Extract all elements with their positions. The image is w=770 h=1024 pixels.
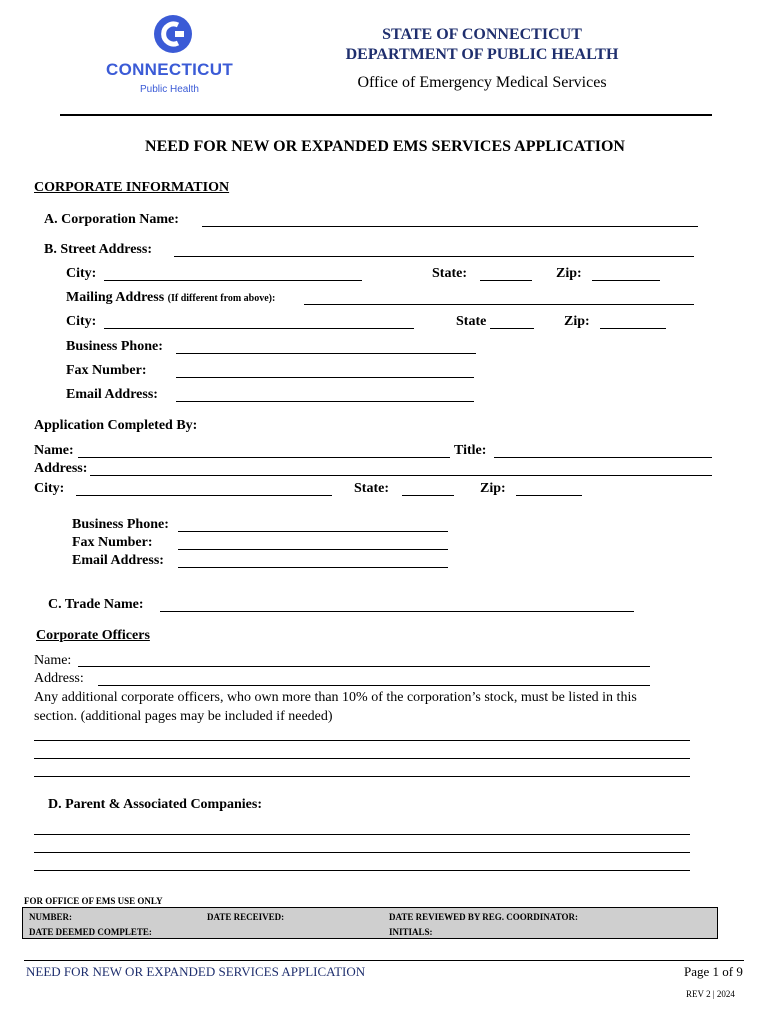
footer-rev: REV 2 | 2024 [686, 989, 735, 999]
state2-label: State [456, 314, 487, 329]
cb-phone-label: Business Phone: [72, 517, 169, 532]
street-label: B. Street Address: [44, 242, 152, 257]
logo-name: CONNECTICUT [106, 60, 234, 79]
cb-email-label: Email Address: [72, 553, 164, 568]
mailing-text: Mailing Address [66, 290, 165, 305]
zip-field[interactable] [592, 280, 660, 281]
city2-label: City: [66, 314, 97, 329]
officers-note-2: section. (additional pages may be included if needed) [34, 709, 333, 724]
corp-name-label: A. Corporation Name: [44, 212, 179, 227]
email-label: Email Address: [66, 387, 158, 402]
office-number: NUMBER: [29, 912, 72, 922]
cb-fax-label: Fax Number: [72, 535, 153, 550]
cb-name-field[interactable] [78, 457, 450, 458]
city-label: City: [66, 266, 97, 281]
office-date-complete: DATE DEEMED COMPLETE: [29, 927, 152, 937]
header-divider [60, 114, 712, 116]
footer-page: Page 1 of 9 [684, 964, 743, 979]
cb-city-label: City: [34, 481, 65, 496]
completed-by-heading: Application Completed By: [34, 418, 198, 433]
parent-line-1[interactable] [34, 834, 690, 835]
city2-field[interactable] [104, 328, 414, 329]
fax-field[interactable] [176, 377, 474, 378]
header-state: STATE OF CONNECTICUT [382, 26, 582, 43]
officers-heading: Corporate Officers [36, 628, 150, 643]
cb-zip-label: Zip: [480, 481, 506, 496]
cb-fax-field[interactable] [178, 549, 448, 550]
zip-label: Zip: [556, 266, 582, 281]
connecticut-c-logo-icon [153, 14, 193, 54]
office-use-box [22, 907, 718, 939]
office-use-heading: FOR OFFICE OF EMS USE ONLY [24, 896, 163, 906]
office-initials: INITIALS: [389, 927, 433, 937]
officers-note-1: Any additional corporate officers, who own more than 10% of the corporation’s stock, must be listed in this [34, 690, 637, 705]
fax-label: Fax Number: [66, 363, 147, 378]
cb-address-field[interactable] [90, 475, 712, 476]
cb-address-label: Address: [34, 461, 88, 476]
logo-subtitle: Public Health [140, 84, 199, 95]
trade-name-label: C. Trade Name: [48, 597, 144, 612]
state-field[interactable] [480, 280, 532, 281]
officers-extra-line-1[interactable] [34, 740, 690, 741]
street-field[interactable] [174, 256, 694, 257]
cb-name-label: Name: [34, 443, 74, 458]
zip2-field[interactable] [600, 328, 666, 329]
trade-name-field[interactable] [160, 611, 634, 612]
officer-name-field[interactable] [78, 666, 650, 667]
zip2-label: Zip: [564, 314, 590, 329]
mailing-note: (If different from above): [167, 293, 276, 304]
form-title: NEED FOR NEW OR EXPANDED EMS SERVICES APPLICATION [145, 138, 625, 155]
cb-state-label: State: [354, 481, 389, 496]
state2-field[interactable] [490, 328, 534, 329]
footer-title: NEED FOR NEW OR EXPANDED SERVICES APPLICATION [26, 964, 366, 979]
cb-phone-field[interactable] [178, 531, 448, 532]
header-office: Office of Emergency Medical Services [357, 74, 607, 91]
parent-line-3[interactable] [34, 870, 690, 871]
mailing-field[interactable] [304, 304, 694, 305]
parent-line-2[interactable] [34, 852, 690, 853]
officer-address-field[interactable] [98, 685, 650, 686]
city-field[interactable] [104, 280, 362, 281]
corporate-heading: CORPORATE INFORMATION [34, 180, 230, 195]
footer-divider [24, 960, 744, 961]
email-field[interactable] [176, 401, 474, 402]
cb-state-field[interactable] [402, 495, 454, 496]
state-label: State: [432, 266, 467, 281]
cb-zip-field[interactable] [516, 495, 582, 496]
business-phone-field[interactable] [176, 353, 476, 354]
officers-extra-line-2[interactable] [34, 758, 690, 759]
corp-name-field[interactable] [202, 226, 698, 227]
logo [100, 14, 250, 100]
mailing-label [66, 290, 275, 306]
officer-address-label: Address: [34, 671, 84, 686]
header-department: DEPARTMENT OF PUBLIC HEALTH [345, 46, 619, 63]
parent-label: D. Parent & Associated Companies: [48, 797, 263, 812]
officer-name-label: Name: [34, 653, 72, 668]
business-phone-label: Business Phone: [66, 339, 163, 354]
cb-city-field[interactable] [76, 495, 332, 496]
officers-extra-line-3[interactable] [34, 776, 690, 777]
office-date-received: DATE RECEIVED: [207, 912, 285, 922]
cb-title-label: Title: [454, 443, 487, 458]
cb-title-field[interactable] [494, 457, 712, 458]
cb-email-field[interactable] [178, 567, 448, 568]
office-date-reviewed: DATE REVIEWED BY REG. COORDINATOR: [389, 912, 578, 922]
